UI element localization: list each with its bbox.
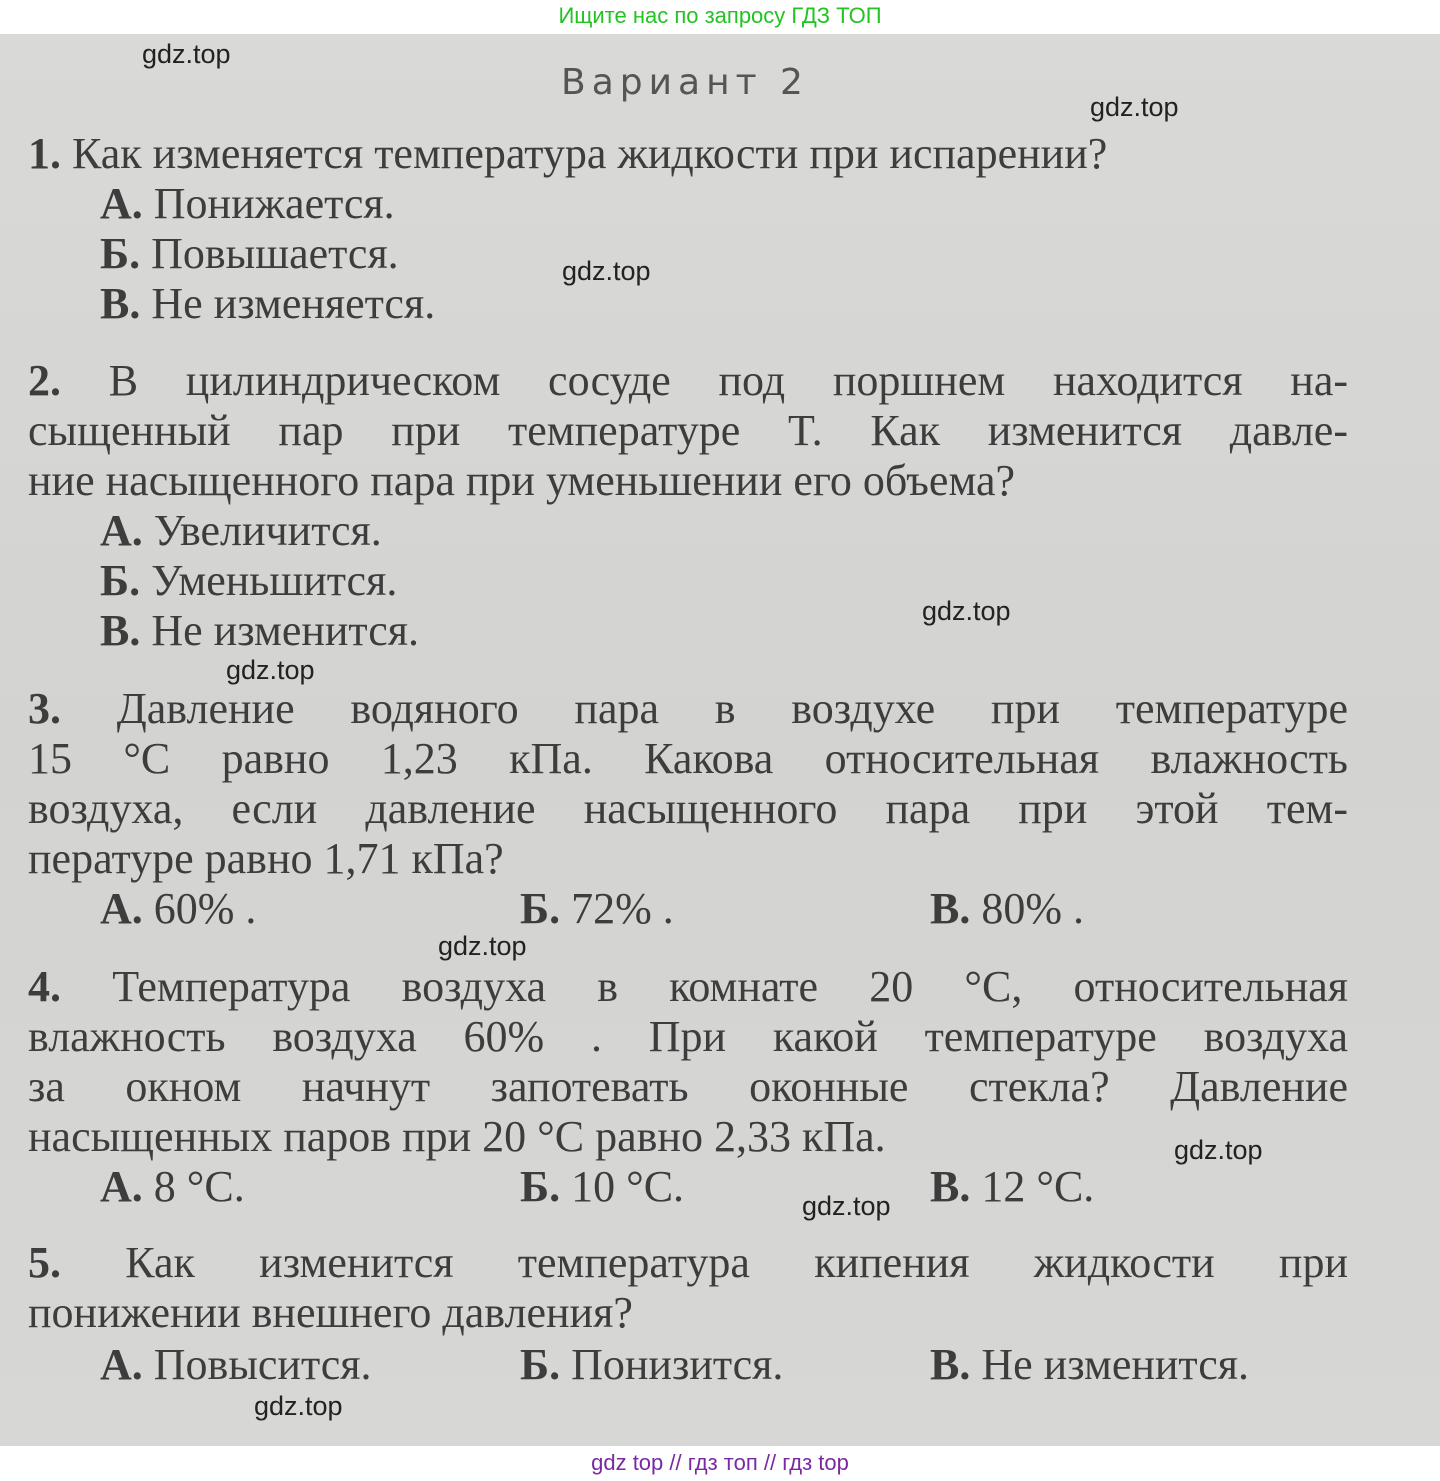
question-2-line-3: ние насыщенного пара при уменьшении его объема? (28, 456, 1016, 505)
question-4-line-4: насыщенных паров при 20 °С равно 2,33 кПа. (28, 1112, 886, 1161)
q2-option-a: А. Увеличится. (100, 506, 382, 555)
question-4-line-2: влажность воздуха 60% . При какой температуре воздуха (28, 1012, 1348, 1061)
q5-option-a: А. Повысится. (100, 1340, 372, 1389)
q5-option-c: В. Не изменится. (930, 1340, 1249, 1389)
q1-option-a: А. Понижается. (100, 179, 395, 228)
watermark: gdz.top (1174, 1135, 1263, 1165)
question-1: 1. Как изменяется температура жидкости при испарении? (28, 129, 1108, 178)
q5-option-b: Б. Понизится. (520, 1340, 784, 1389)
q3-option-c: В. 80% . (930, 884, 1085, 933)
watermark: gdz.top (142, 39, 231, 69)
question-4-line-3: за окном начнут запотевать оконные стекла? Давление (28, 1062, 1348, 1111)
question-2-line-1: 2. В цилиндрическом сосуде под поршнем находится на- (28, 356, 1349, 405)
question-3-line-1: 3. Давление водяного пара в воздухе при температуре (28, 684, 1349, 733)
q2-option-c: В. Не изменится. (100, 606, 419, 655)
watermark: gdz.top (226, 655, 315, 685)
watermark: gdz.top (922, 596, 1011, 626)
textbook-page (0, 34, 1440, 1446)
watermark: gdz.top (562, 256, 651, 286)
question-3-line-4: пературе равно 1,71 кПа? (28, 834, 504, 883)
watermark: gdz.top (254, 1391, 343, 1421)
q4-option-c: В. 12 °С. (930, 1162, 1095, 1211)
question-2-line-2: сыщенный пар при температуре T. Как изменится давле- (28, 406, 1348, 455)
bottom-banner-link[interactable]: gdz top // гдз топ // гдз top (0, 1446, 1440, 1481)
question-5-line-2: понижении внешнего давления? (28, 1288, 633, 1337)
watermark: gdz.top (802, 1191, 891, 1221)
q1-option-b: Б. Повышается. (100, 229, 399, 278)
q4-option-b: Б. 10 °С. (520, 1162, 685, 1211)
q4-option-a: А. 8 °С. (100, 1162, 245, 1211)
watermark: gdz.top (438, 931, 527, 961)
top-banner-link[interactable]: Ищите нас по запросу ГДЗ ТОП (0, 0, 1440, 32)
question-3-line-3: воздуха, если давление насыщенного пара при этой тем- (28, 784, 1348, 833)
q1-option-c: В. Не изменяется. (100, 279, 436, 328)
question-4-line-1: 4. Температура воздуха в комнате 20 °С, относительная (28, 962, 1349, 1011)
variant-title: Вариант 2 (561, 62, 809, 103)
q3-option-a: А. 60% . (100, 884, 257, 933)
question-5-line-1: 5. Как изменится температура кипения жидкости при (28, 1238, 1349, 1287)
q2-option-b: Б. Уменьшится. (100, 556, 398, 605)
question-3-line-2: 15 °С равно 1,23 кПа. Какова относительная влажность (28, 734, 1348, 783)
watermark: gdz.top (1090, 92, 1179, 122)
q3-option-b: Б. 72% . (520, 884, 674, 933)
